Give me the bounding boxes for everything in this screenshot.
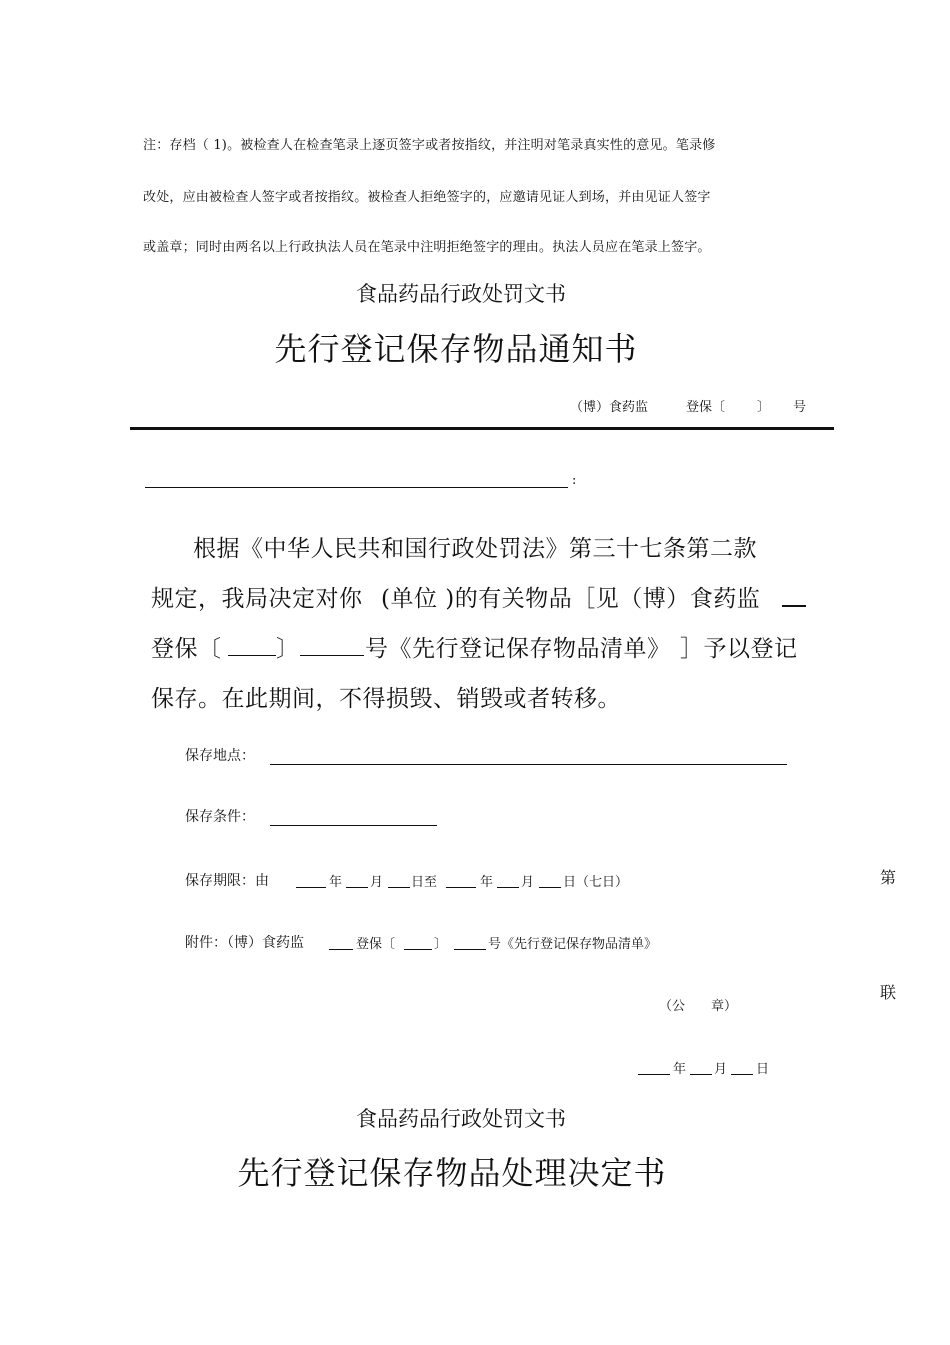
note-line-3: 或盖章；同时由两名以上行政执法人员在笔录中注明拒绝签字的理由。执法人员应在笔录上签字。 [143, 240, 711, 255]
period-year-2: 年 [480, 875, 494, 890]
body-blank-3 [300, 655, 364, 656]
attachment-suffix: 号《先行登记保存物品清单》 [488, 937, 658, 952]
header-divider [130, 427, 834, 430]
attachment-blank-3[interactable] [454, 949, 486, 950]
document-category: 食品药品行政处罚文书 [356, 282, 566, 306]
period-day-to: 日至 [411, 875, 438, 890]
storage-condition-label: 保存条件： [185, 809, 255, 825]
body-line-2a: 规定，我局决定对你 [151, 586, 363, 612]
date-year: 年 [673, 1062, 687, 1077]
date-month-blank[interactable] [690, 1074, 712, 1075]
doc-number-prefix: （博）食药监 [570, 400, 649, 415]
period-end-month-blank[interactable] [497, 887, 519, 888]
body-line-3d: ］予以登记 [680, 636, 798, 662]
doc-number-close: 〕 [757, 400, 771, 415]
document-2-category: 食品药品行政处罚文书 [356, 1107, 566, 1131]
body-line-1: 根据《中华人民共和国行政处罚法》第三十七条第二款 [193, 536, 757, 562]
date-day-blank[interactable] [731, 1074, 753, 1075]
attachment-blank-1[interactable] [329, 949, 353, 950]
document-2-title: 先行登记保存物品处理决定书 [237, 1154, 667, 1192]
storage-condition-field[interactable] [270, 825, 437, 826]
period-year-1: 年 [329, 875, 343, 890]
period-day-seven: 日（七日） [563, 875, 629, 890]
copy-marker-di: 第 [880, 868, 897, 887]
period-month-1: 月 [370, 875, 384, 890]
storage-period-label: 保存期限：由 [185, 873, 269, 889]
body-blank-1 [782, 605, 806, 607]
addressee-line [145, 487, 568, 488]
body-line-3c: 号《先行登记保存物品清单》 [365, 636, 671, 662]
storage-location-field[interactable] [270, 764, 787, 765]
date-year-blank[interactable] [638, 1074, 670, 1075]
period-end-day-blank[interactable] [539, 887, 561, 888]
official-seal-text: （公 章） [659, 999, 738, 1014]
attachment-blank-2[interactable] [404, 949, 432, 950]
addressee-colon: : [572, 473, 577, 488]
date-day: 日 [756, 1062, 770, 1077]
body-line-3b: 〕 [276, 636, 300, 662]
body-line-2b: (单位 )的有关物品［见（博）食药监 [381, 586, 761, 612]
period-start-month-blank[interactable] [346, 887, 368, 888]
note-line-1: 注：存档（ 1)。被检查人在检查笔录上逐页签字或者按指纹，并注明对笔录真实性的意见。笔录修 [143, 138, 716, 153]
period-start-year-blank[interactable] [296, 887, 326, 888]
attachment-label: 附件：（博）食药监 [185, 935, 304, 951]
date-month: 月 [714, 1062, 728, 1077]
body-blank-2 [228, 655, 276, 656]
body-line-4: 保存。在此期间，不得损毁、销毁或者转移。 [151, 686, 621, 712]
body-line-3a: 登保〔 [151, 636, 222, 662]
period-month-2: 月 [521, 875, 535, 890]
doc-number-mid: 登保〔 [686, 400, 726, 415]
attachment-mid: 登保〔 [356, 937, 396, 952]
note-line-2: 改处，应由被检查人签字或者按指纹。被检查人拒绝签字的，应邀请见证人到场，并由见证人签字 [143, 190, 711, 205]
document-title: 先行登记保存物品通知书 [274, 330, 638, 368]
attachment-close: 〕 [434, 937, 448, 952]
doc-number-suffix: 号 [793, 400, 807, 415]
period-end-year-blank[interactable] [446, 887, 476, 888]
storage-location-label: 保存地点： [185, 748, 255, 764]
period-start-day-blank[interactable] [388, 887, 410, 888]
copy-marker-lian: 联 [880, 983, 897, 1002]
